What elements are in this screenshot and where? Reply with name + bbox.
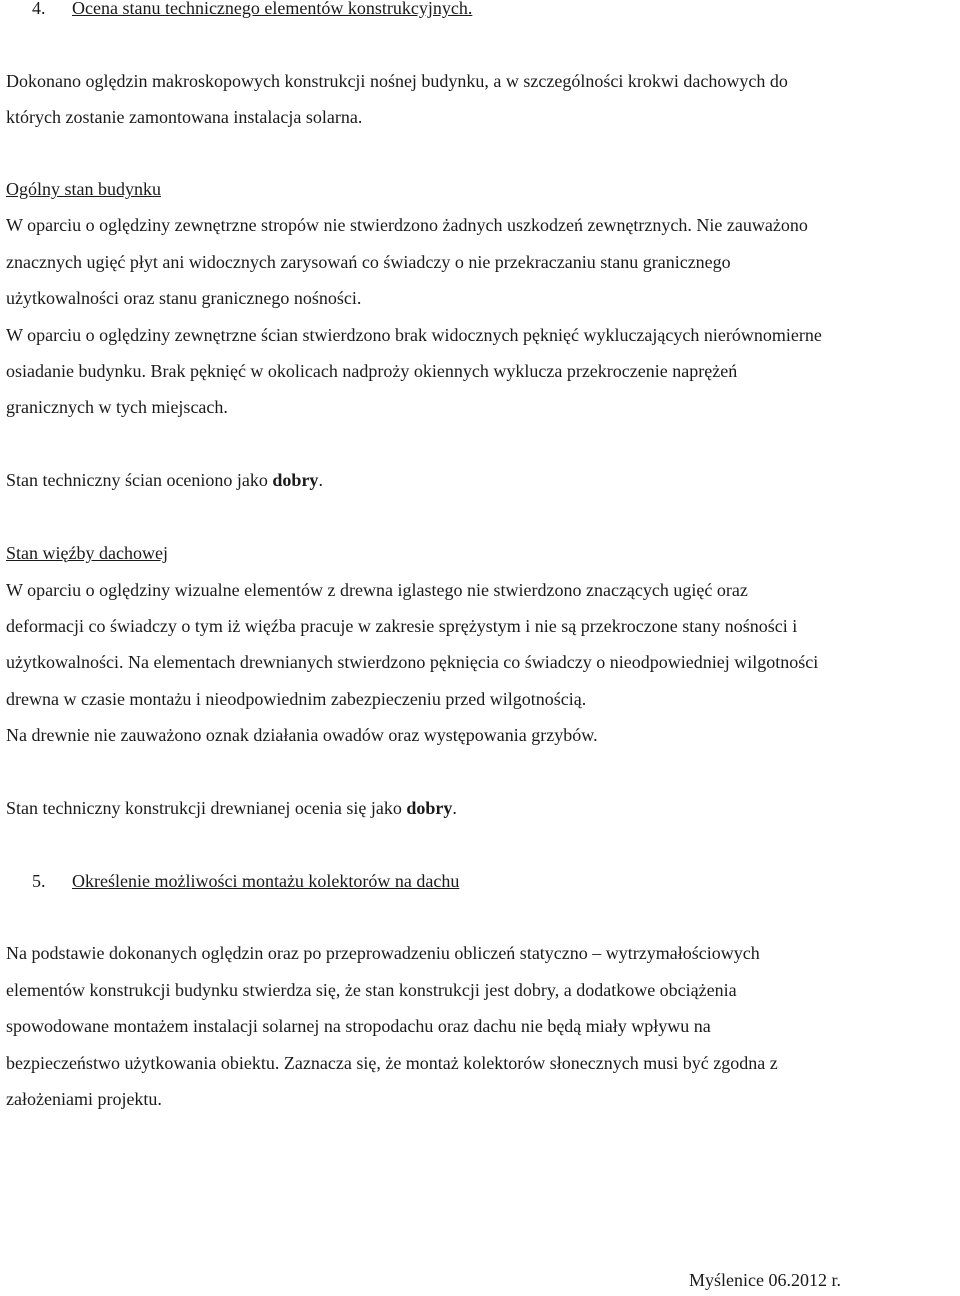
building-line-5: osiadanie budynku. Brak pęknięć w okolicach nadproży okiennych wyklucza przekroczenie naprężeń	[6, 361, 738, 381]
intro-line-2: których zostanie zamontowana instalacja solarna.	[6, 107, 363, 127]
section-5-number: 5.	[32, 871, 46, 891]
building-line-4: W oparciu o oględziny zewnętrzne ścian stwierdzono brak widocznych pęknięć wykluczających nierównomierne	[6, 325, 822, 345]
roof-line-5: Na drewnie nie zauważono oznak działania owadów oraz występowania grzybów.	[6, 725, 598, 745]
place-date: Myślenice 06.2012 r.	[689, 1270, 841, 1290]
building-line-3: użytkowalności oraz stanu granicznego nośności.	[6, 288, 362, 308]
roof-line-2: deformacji co świadczy o tym iż więźba pracuje w zakresie sprężystym i nie są przekroczone stany nośności i	[6, 616, 798, 636]
intro-line-1: Dokonano oględzin makroskopowych konstrukcji nośnej budynku, a w szczególności krokwi dachowych do	[6, 71, 788, 91]
section-5-line-4: bezpieczeństwo użytkowania obiektu. Zaznacza się, że montaż kolektorów słonecznych musi być zgodna z	[6, 1053, 778, 1073]
section-4-heading	[32, 0, 473, 19]
section-5-title: Określenie możliwości montażu kolektorów na dachu	[72, 871, 460, 891]
roof-verdict-value: dobry	[406, 798, 453, 818]
section-5-line-3: spowodowane montażem instalacji solarnej na stropodachu oraz dachu nie będą miały wpływu na	[6, 1016, 711, 1036]
section-4-number: 4.	[32, 0, 46, 18]
section-5-heading	[32, 870, 460, 892]
building-verdict-text: Stan techniczny ścian oceniono jako	[6, 470, 273, 490]
building-heading: Ogólny stan budynku	[6, 179, 161, 199]
building-verdict-end: .	[318, 470, 323, 490]
building-verdict-value: dobry	[272, 470, 319, 490]
roof-heading: Stan więźby dachowej	[6, 543, 168, 563]
roof-line-4: drewna w czasie montażu i nieodpowiednim zabezpieczeniu przed wilgotnością.	[6, 689, 587, 709]
roof-line-3: użytkowalności. Na elementach drewnianych stwierdzono pęknięcia co świadczy o nieodpowiedniej wilgotności	[6, 652, 819, 672]
roof-verdict	[6, 797, 457, 819]
roof-verdict-text: Stan techniczny konstrukcji drewnianej ocenia się jako	[6, 798, 407, 818]
roof-verdict-end: .	[452, 798, 457, 818]
section-5-line-1: Na podstawie dokonanych oględzin oraz po przeprowadzeniu obliczeń statyczno – wytrzymałościowych	[6, 943, 760, 963]
building-line-6: granicznych w tych miejscach.	[6, 397, 228, 417]
section-5-line-5: założeniami projektu.	[6, 1089, 162, 1109]
roof-line-1: W oparciu o oględziny wizualne elementów z drewna iglastego nie stwierdzono znaczących ugięć oraz	[6, 580, 748, 600]
section-4-title: Ocena stanu technicznego elementów konstrukcyjnych.	[72, 0, 473, 18]
building-line-2: znacznych ugięć płyt ani widocznych zarysowań co świadczy o nie przekraczaniu stanu granicznego	[6, 252, 731, 272]
building-verdict	[6, 469, 323, 491]
section-5-line-2: elementów konstrukcji budynku stwierdza się, że stan konstrukcji jest dobry, a dodatkowe obciążenia	[6, 980, 737, 1000]
building-line-1: W oparciu o oględziny zewnętrzne stropów nie stwierdzono żadnych uszkodzeń zewnętrznych. Nie zauważono	[6, 215, 808, 235]
